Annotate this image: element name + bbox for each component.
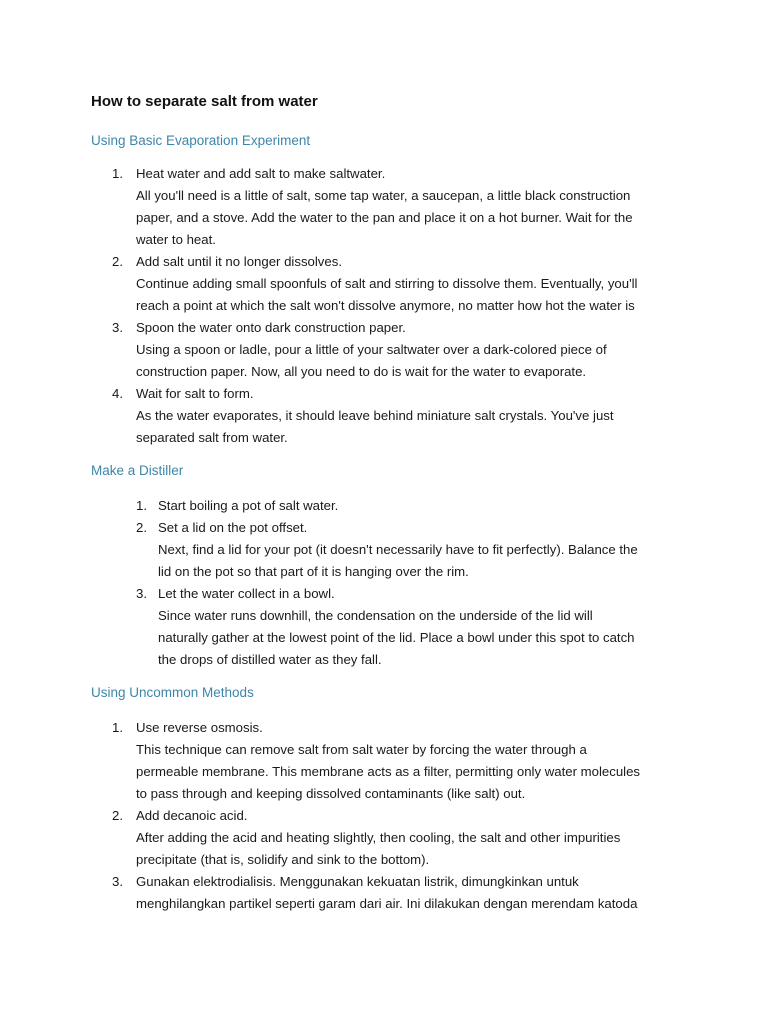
- list-item: [91, 251, 691, 317]
- step-list: [91, 717, 691, 915]
- step-number: 1.: [136, 498, 147, 513]
- section-uncommon-methods: [91, 683, 691, 915]
- section-basic-evaporation: [91, 131, 691, 449]
- step-detail-line: All you'll need is a little of salt, some tap water, a saucepan, a little black construction: [136, 188, 631, 203]
- step-detail-line: water to heat.: [136, 232, 216, 247]
- step-title: Start boiling a pot of salt water.: [158, 498, 339, 513]
- step-title: Heat water and add salt to make saltwater.: [136, 166, 386, 181]
- step-title: Add decanoic acid.: [136, 808, 248, 823]
- step-title: Set a lid on the pot offset.: [158, 520, 308, 535]
- step-detail-line: naturally gather at the lowest point of the lid. Place a bowl under this spot to catch: [158, 630, 635, 645]
- step-detail-line: permeable membrane. This membrane acts as a filter, permitting only water molecules: [136, 764, 641, 779]
- step-title: Use reverse osmosis.: [136, 720, 263, 735]
- step-list: [91, 495, 691, 671]
- list-item: [91, 517, 691, 583]
- step-number: 3.: [112, 874, 123, 889]
- document-title: How to separate salt from water: [91, 93, 318, 110]
- step-number: 1.: [112, 720, 123, 735]
- step-title: Wait for salt to form.: [136, 386, 254, 401]
- step-detail-line: menghilangkan partikel seperti garam dari air. Ini dilakukan dengan merendam katoda: [136, 896, 638, 911]
- step-detail-line: precipitate (that is, solidify and sink to the bottom).: [136, 852, 430, 867]
- list-item: [91, 317, 691, 383]
- step-number: 3.: [112, 320, 123, 335]
- list-item: [91, 583, 691, 671]
- list-item: [91, 495, 691, 517]
- section-heading: Using Uncommon Methods: [91, 685, 254, 700]
- step-title: Spoon the water onto dark construction paper.: [136, 320, 406, 335]
- step-detail-line: Using a spoon or ladle, pour a little of your saltwater over a dark-colored piece of: [136, 342, 607, 357]
- section-heading: Make a Distiller: [91, 463, 184, 478]
- step-detail-line: paper, and a stove. Add the water to the pan and place it on a hot burner. Wait for the: [136, 210, 633, 225]
- list-item: [91, 871, 691, 915]
- step-detail-line: As the water evaporates, it should leave behind miniature salt crystals. You've just: [136, 408, 614, 423]
- step-detail-line: the drops of distilled water as they fall.: [158, 652, 382, 667]
- step-detail-line: After adding the acid and heating slightly, then cooling, the salt and other impurities: [136, 830, 621, 845]
- step-detail-line: construction paper. Now, all you need to do is wait for the water to evaporate.: [136, 364, 587, 379]
- list-item: [91, 383, 691, 449]
- step-detail-line: reach a point at which the salt won't dissolve anymore, no matter how hot the water is: [136, 298, 635, 313]
- step-title: Let the water collect in a bowl.: [158, 586, 335, 601]
- section-heading: Using Basic Evaporation Experiment: [91, 133, 311, 148]
- list-item: [91, 805, 691, 871]
- step-detail-line: separated salt from water.: [136, 430, 288, 445]
- step-detail-line: This technique can remove salt from salt water by forcing the water through a: [136, 742, 587, 757]
- step-detail-line: Since water runs downhill, the condensation on the underside of the lid will: [158, 608, 593, 623]
- step-detail-line: Continue adding small spoonfuls of salt and stirring to dissolve them. Eventually, you'll: [136, 276, 638, 291]
- step-detail-line: lid on the pot so that part of it is hanging over the rim.: [158, 564, 469, 579]
- section-distiller: [91, 461, 691, 671]
- step-detail-line: Next, find a lid for your pot (it doesn't necessarily have to fit perfectly). Balance the: [158, 542, 638, 557]
- step-number: 2.: [112, 254, 123, 269]
- step-number: 2.: [112, 808, 123, 823]
- step-list: [91, 163, 691, 449]
- step-title: Gunakan elektrodialisis. Menggunakan kekuatan listrik, dimungkinkan untuk: [136, 874, 579, 889]
- step-number: 2.: [136, 520, 147, 535]
- list-item: [91, 163, 691, 251]
- step-detail-line: to pass through and keeping dissolved contaminants (like salt) out.: [136, 786, 526, 801]
- step-number: 4.: [112, 386, 123, 401]
- step-title: Add salt until it no longer dissolves.: [136, 254, 342, 269]
- step-number: 1.: [112, 166, 123, 181]
- step-number: 3.: [136, 586, 147, 601]
- list-item: [91, 717, 691, 805]
